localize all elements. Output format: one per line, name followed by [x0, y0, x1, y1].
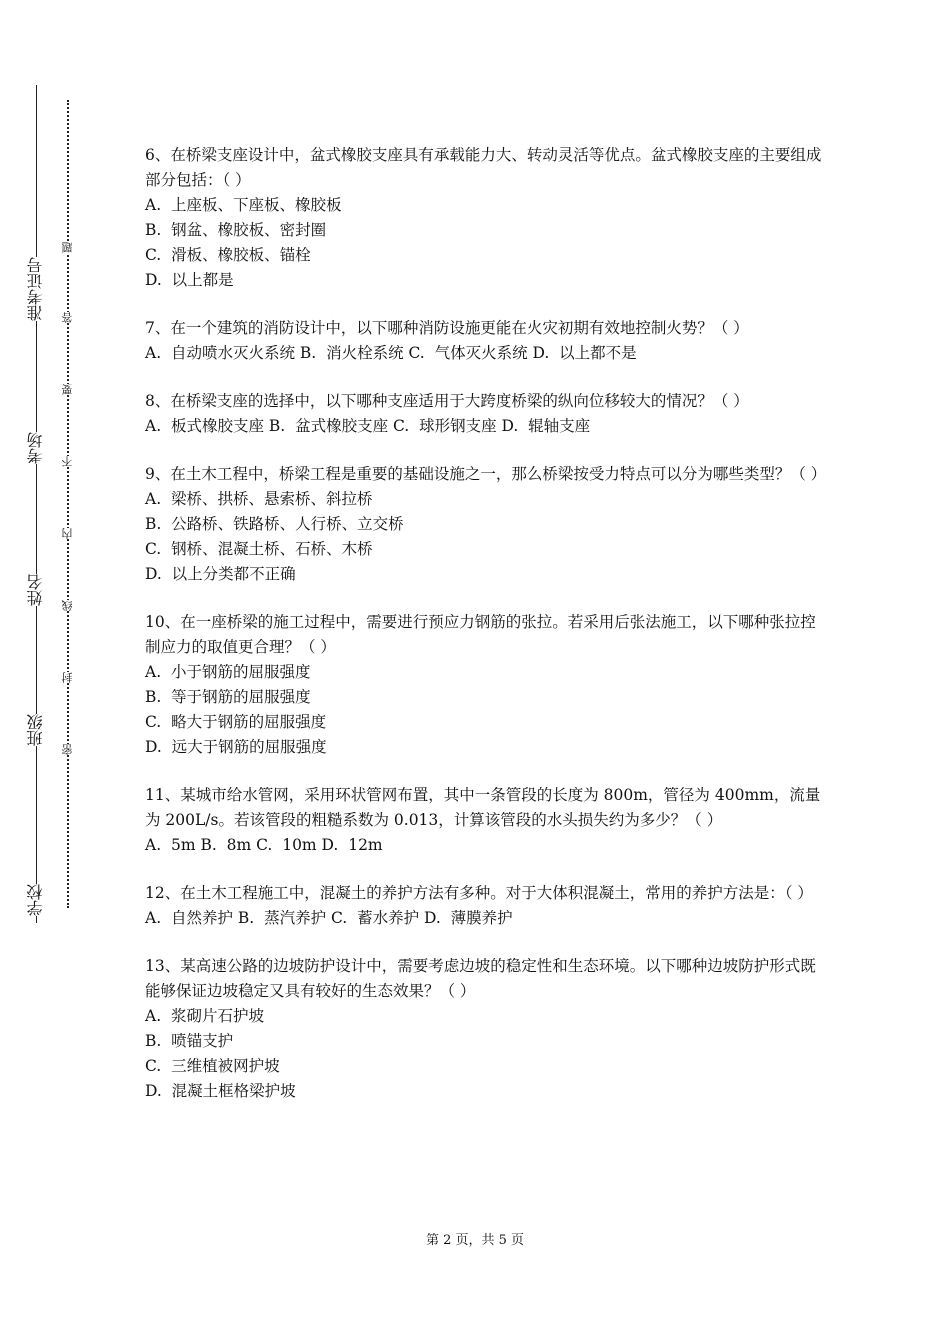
seal-char: 题: [61, 242, 74, 253]
option-d: D. 混凝土框格梁护坡: [145, 1082, 296, 1100]
options-inline: A. 5m B. 8m C. 10m D. 12m: [145, 836, 383, 854]
options-inline: A. 自然养护 B. 蒸汽养护 C. 蓄水养护 D. 薄膜养护: [145, 909, 513, 927]
question-11: [145, 783, 825, 858]
option-b: B. 钢盆、橡胶板、密封圈: [145, 221, 327, 239]
option-a: A. 浆砌片石护坡: [145, 1007, 264, 1025]
question-stem: 13、某高速公路的边坡防护设计中，需要考虑边坡的稳定性和生态环境。以下哪种边坡防护形式既能够保证边坡稳定又具有较好的生态效果？（ ）: [145, 957, 816, 1000]
option-c: C. 三维植被网护坡: [145, 1057, 280, 1075]
option-d: D. 以上分类都不正确: [145, 565, 296, 583]
exam-number-label: 准考证号: [26, 257, 45, 321]
page-number: 第 2 页，共 5 页: [425, 1233, 525, 1248]
option-d: D. 以上都是: [145, 271, 234, 289]
option-b: B. 喷锚支护: [145, 1032, 234, 1050]
option-a: A. 梁桥、拱桥、悬索桥、斜拉桥: [145, 490, 373, 508]
seal-char: 线: [61, 600, 74, 611]
options-inline: A. 板式橡胶支座 B. 盆式橡胶支座 C. 球形钢支座 D. 辊轴支座: [145, 417, 591, 435]
seal-char: 内: [61, 528, 74, 539]
option-c: C. 钢桥、混凝土桥、石桥、木桥: [145, 540, 373, 558]
option-b: B. 等于钢筋的屈服强度: [145, 688, 311, 706]
school-label: 学校: [26, 884, 45, 916]
binding-line: [36, 85, 37, 923]
question-stem: 11、某城市给水管网，采用环状管网布置，其中一条管段的长度为 800m，管径为 400mm，流量为 200L/s。若该管段的粗糙系数为 0.013，计算该管段的水头损失约为多少？（ ）: [145, 786, 821, 829]
option-b: B. 公路桥、铁路桥、人行桥、立交桥: [145, 515, 404, 533]
question-stem: 9、在土木工程中，桥梁工程是重要的基础设施之一，那么桥梁按受力特点可以分为哪些类型？（ ）: [145, 465, 827, 483]
question-stem: 8、在桥梁支座的选择中，以下哪种支座适用于大跨度桥梁的纵向位移较大的情况？（ ）: [145, 392, 749, 410]
seal-char: 答: [61, 312, 74, 323]
question-stem: 12、在土木工程施工中，混凝土的养护方法有多种。对于大体积混凝土，常用的养护方法是：（ ）: [145, 884, 813, 902]
name-label: 姓名: [26, 574, 45, 606]
seal-char: 要: [61, 384, 74, 395]
question-stem: 6、在桥梁支座设计中，盆式橡胶支座具有承载能力大、转动灵活等优点。盆式橡胶支座的主要组成部分包括：（ ）: [145, 146, 822, 189]
question-9: [145, 462, 825, 587]
question-7: [145, 316, 825, 366]
question-10: [145, 610, 825, 760]
option-a: A. 上座板、下座板、橡胶板: [145, 196, 342, 214]
question-stem: 7、在一个建筑的消防设计中，以下哪种消防设施更能在火灾初期有效地控制火势？（ ）: [145, 319, 749, 337]
question-list: [145, 143, 825, 1127]
seal-char: 不: [61, 456, 74, 467]
options-inline: A. 自动喷水灭火系统 B. 消火栓系统 C. 气体灭火系统 D. 以上都不是: [145, 344, 637, 362]
option-a: A. 小于钢筋的屈服强度: [145, 663, 311, 681]
exam-room-label: 考场: [26, 432, 45, 464]
option-c: C. 滑板、橡胶板、锚栓: [145, 246, 311, 264]
seal-char: 封: [61, 672, 74, 683]
class-label: 班级: [26, 714, 45, 746]
question-13: [145, 954, 825, 1104]
question-6: [145, 143, 825, 293]
question-stem: 10、在一座桥梁的施工过程中，需要进行预应力钢筋的张拉。若采用后张法施工，以下哪种张拉控制应力的取值更合理？（ ）: [145, 613, 816, 656]
question-12: [145, 881, 825, 931]
option-c: C. 略大于钢筋的屈服强度: [145, 713, 327, 731]
seal-char: 密: [61, 744, 74, 755]
seal-dotted-line: [67, 100, 69, 908]
question-8: [145, 389, 825, 439]
option-d: D. 远大于钢筋的屈服强度: [145, 738, 327, 756]
